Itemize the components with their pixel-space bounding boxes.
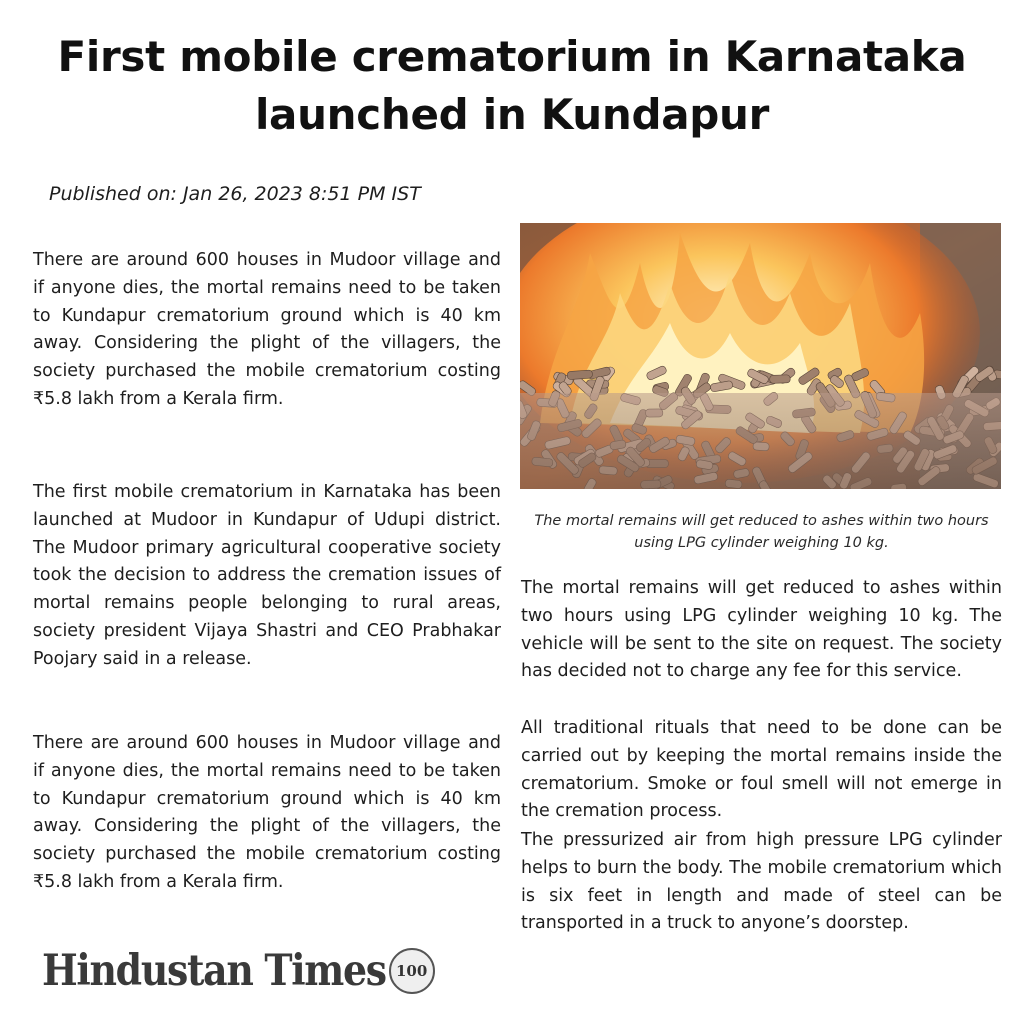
headline <box>40 28 984 144</box>
centenary-badge-icon: 100 <box>389 948 435 994</box>
right-paragraph-3: The pressurized air from high pressure LPG cylinder helps to burn the body. The mobile crematorium which is six feet in length and made of steel can be transported in a truck to anyone’s doorstep. <box>521 830 1002 934</box>
pellet <box>567 370 593 380</box>
left-paragraph-3: There are around 600 houses in Mudoor village and if anyone dies, the mortal remains need to be taken to Kundapur crematorium ground which is 40 km away. Considering the plight of the villagers, the society purchased the mobile crematorium costing ₹5.8 lakh from a Kerala firm. <box>33 733 501 892</box>
headline-line-2: launched in Kundapur <box>254 90 770 139</box>
left-paragraph-2: The first mobile crematorium in Karnataka has been launched at Mudoor in Kundapur of Udupi district. The Mudoor primary agricultural cooperative society took the decision to address the cremation issues of mortal remains people belonging to rural areas, society president Vijaya Shastri and CEO Prabhakar Poojary said in a release. <box>33 482 501 669</box>
left-paragraph-1: There are around 600 houses in Mudoor village and if anyone dies, the mortal remains need to be taken to Kundapur crematorium ground which is 40 km away. Considering the plight of the villagers, the society purchased the mobile crematorium costing ₹5.8 lakh from a Kerala firm. <box>33 250 501 409</box>
headline-line-1: First mobile crematorium in Karnataka <box>57 32 967 81</box>
fire-pellets-photo <box>520 223 1001 489</box>
hindustan-times-logo <box>42 945 435 997</box>
pellet <box>770 375 791 384</box>
right-paragraph-1: The mortal remains will get reduced to ashes within two hours using LPG cylinder weighing 10 kg. The vehicle will be sent to the site on request. The society has decided not to charge any fee for this service. <box>521 578 1002 682</box>
image-caption: The mortal remains will get reduced to ashes within two hours using LPG cylinder weighing 10 kg. <box>534 513 989 551</box>
published-date: Published on: Jan 26, 2023 8:51 PM IST <box>49 183 421 205</box>
right-paragraph-2: All traditional rituals that need to be done can be carried out by keeping the mortal remains inside the crematorium. Smoke or foul smell will not emerge in the cremation process. <box>521 718 1002 822</box>
logo-wordmark: Hindustan Times <box>42 946 386 996</box>
